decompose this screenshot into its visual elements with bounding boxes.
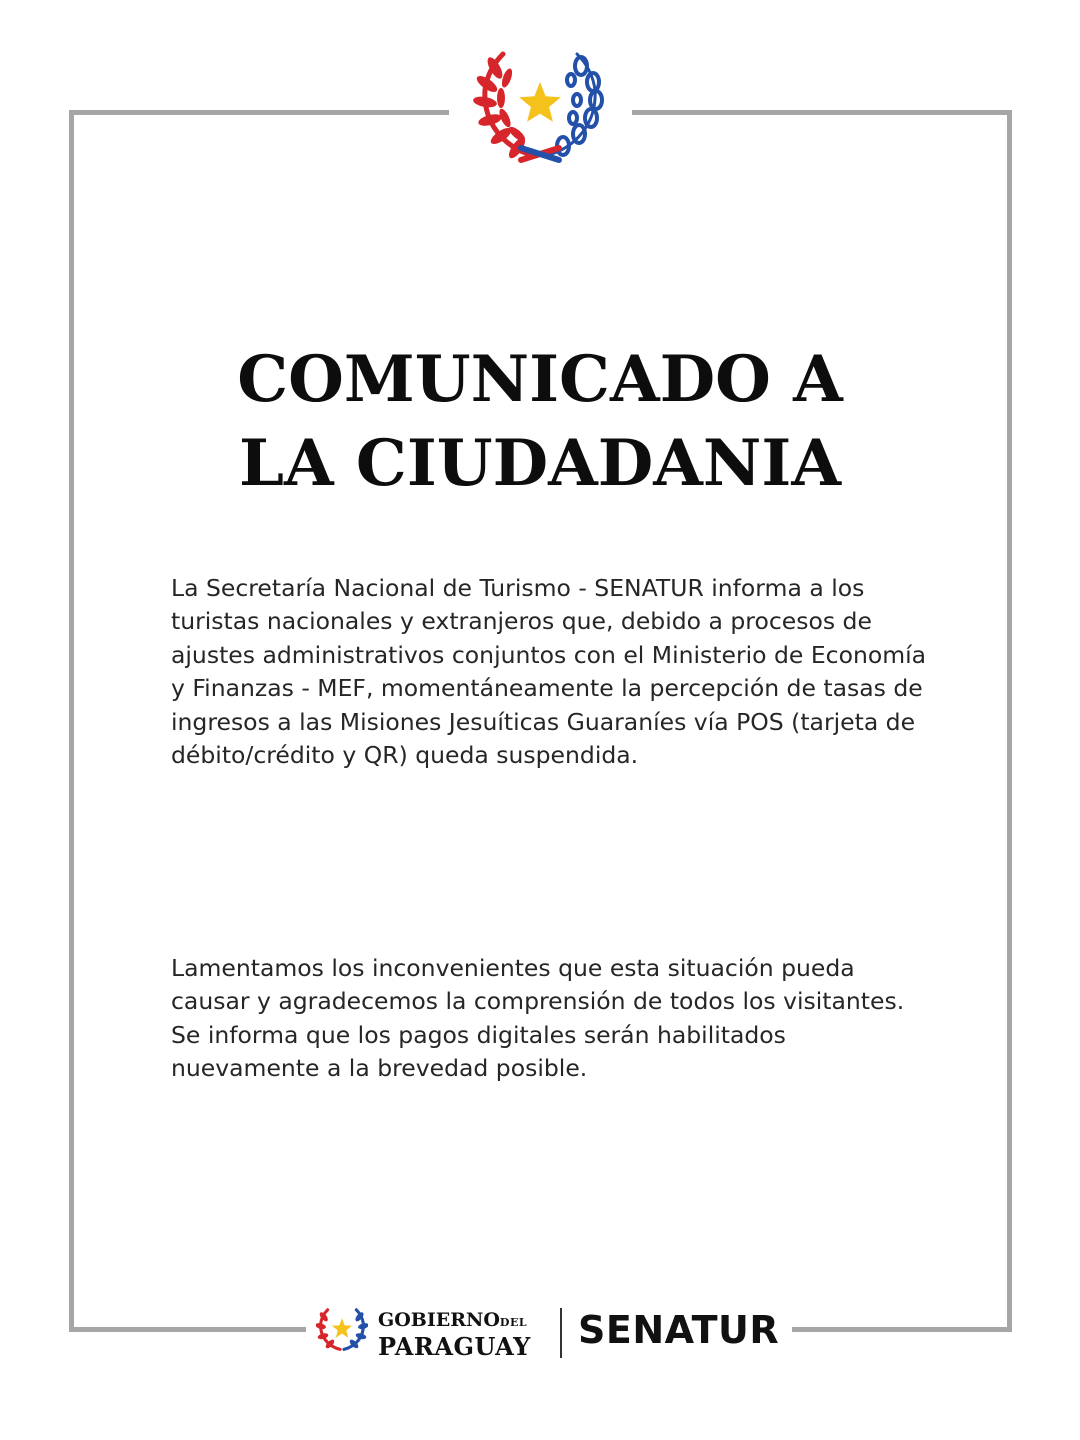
body-paragraph-2: Lamentamos los inconvenientes que esta situación pueda causar y agradecemos la comprensión de todos los visitantes. Se informa que los pagos digitales serán habilitados nuevamente a la brevedad posible. [171, 954, 905, 1083]
senatur-logo-text: SENATUR [578, 1308, 780, 1352]
gobierno-text: GOBIERNO [378, 1309, 500, 1331]
frame-bottom-right [792, 1327, 1012, 1332]
gobierno-wordmark [378, 1309, 527, 1331]
frame-left [69, 110, 74, 1332]
page-title [0, 338, 1080, 506]
footer-divider [560, 1308, 562, 1358]
frame-top-left [69, 110, 449, 115]
title-line-2: LA CIUDADANIA [238, 426, 842, 501]
del-text: DEL [499, 1316, 528, 1329]
frame-bottom-left [69, 1327, 306, 1332]
paraguay-seal-icon [316, 1305, 368, 1355]
frame-top-right [632, 110, 1012, 115]
title-line-1: COMUNICADO A [237, 342, 843, 417]
body-paragraph-1: La Secretaría Nacional de Turismo - SENATUR informa a los turistas nacionales y extranjeros que, debido a procesos de ajustes administrativos conjuntos con el Ministerio de Economía y Finanzas - MEF, momentáneamente la percepción de tasas de ingresos a las Misiones Jesuíticas Guaraníes vía POS (tarjeta de débito/crédito y QR) queda suspendida. [171, 574, 927, 770]
paraguay-seal-icon [473, 44, 607, 168]
footer-logos [312, 1296, 782, 1366]
paraguay-text: PARAGUAY [378, 1332, 531, 1361]
frame-right [1007, 110, 1012, 1332]
